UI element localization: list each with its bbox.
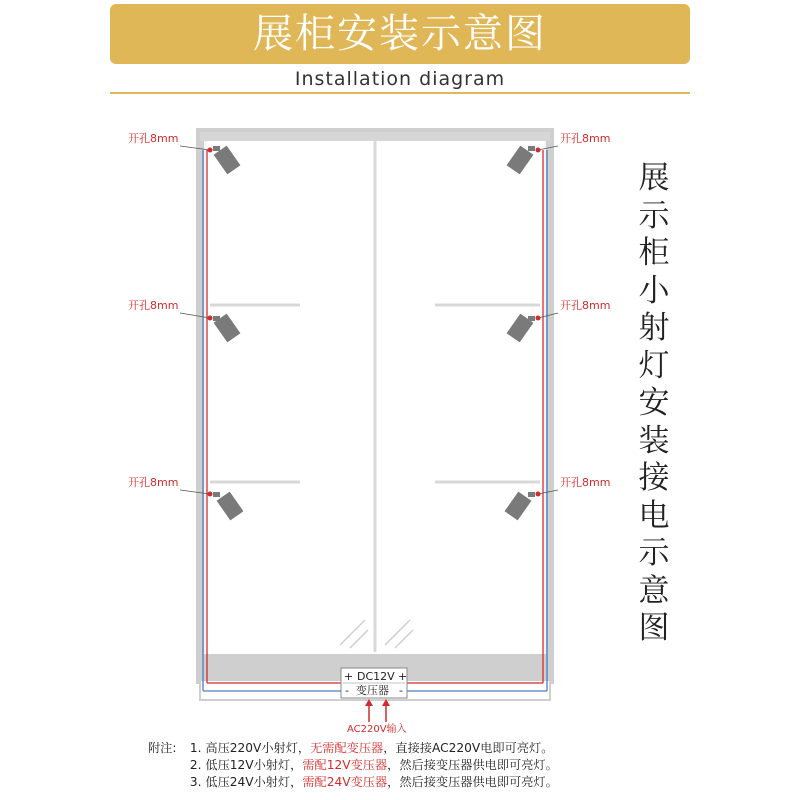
side-title-char: 接 [638,460,670,496]
ac-input-arrows [365,699,390,722]
side-title-char: 射 [638,310,670,346]
note-text: 高压220V小射灯， [205,741,311,755]
hole-label-right-top: 开孔8mm [560,132,611,145]
side-title-char: 电 [638,497,670,534]
page-subtitle: Installation diagram [294,68,506,90]
note-text: ，然后接变压器供电即可亮灯。 [387,775,558,789]
note-num: 1. [189,741,202,755]
side-title-char: 小 [638,272,670,309]
note-row-2 [148,757,788,774]
note-row-3 [148,774,788,791]
note-highlight: 无需配变压器 [310,741,384,755]
note-highlight: 需配24V变压器 [302,775,388,789]
transformer-label-bottom: 变压器 [356,684,389,697]
transformer-plus: + [398,670,408,683]
side-title-char: 图 [638,610,670,646]
transformer [341,668,407,698]
notes-prefix: 附注: [148,741,177,755]
side-title-char: 示 [638,535,670,571]
note-highlight: 需配12V变压器 [302,758,388,772]
notes [148,740,788,791]
note-text: ，然后接变压器供电即可亮灯。 [387,758,558,772]
side-title-char: 灯 [638,347,670,384]
side-title-char: 展 [638,160,670,196]
hole-label-left-bottom: 开孔8mm [128,476,179,489]
transformer-plus: + [344,670,354,683]
note-text: 低压12V小射灯， [205,758,303,772]
hole-label-left-top: 开孔8mm [128,132,179,145]
ac-input-label: AC220V输入 [347,724,407,735]
top-rail [200,132,550,141]
side-title-char: 装 [638,422,670,459]
side-title [634,160,674,648]
note-num: 3. [189,775,202,789]
hole-label-right-mid: 开孔8mm [560,299,611,312]
transformer-minus: - [399,684,403,697]
note-num: 2. [189,758,202,772]
note-text: ，直接接AC220V电即可亮灯。 [383,741,554,755]
side-title-char: 柜 [638,235,670,271]
transformer-minus: - [345,684,349,697]
hole-label-right-bottom: 开孔8mm [560,476,611,489]
note-text: 低压24V小射灯， [205,775,303,789]
side-title-char: 安 [638,385,670,421]
page-title: 展柜安装示意图 [253,11,547,57]
transformer-label-top: DC12V [357,670,395,683]
side-title-char: 示 [638,197,670,234]
side-title-char: 意 [638,572,670,609]
note-row-1 [148,740,788,757]
hole-label-left-mid: 开孔8mm [128,299,179,312]
